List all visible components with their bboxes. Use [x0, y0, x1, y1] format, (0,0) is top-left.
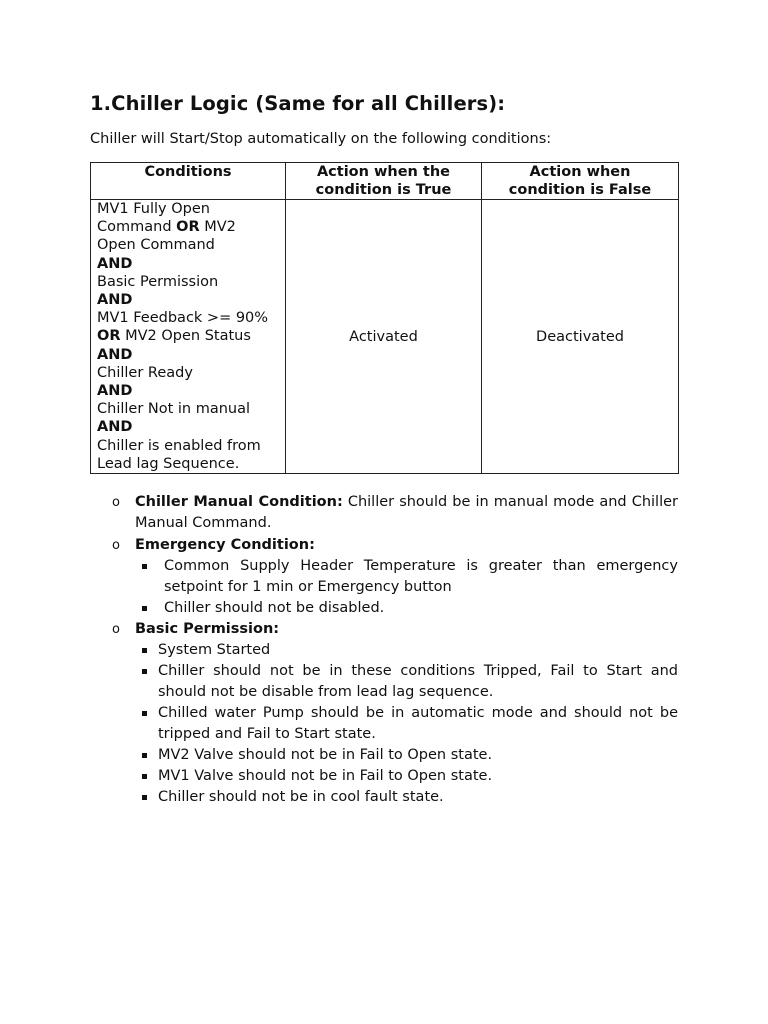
manual-condition-item [90, 492, 678, 535]
condition-text: Lead lag Sequence. [97, 455, 240, 472]
list-item [90, 787, 678, 808]
list-marker: o [112, 495, 120, 510]
condition-line [97, 255, 279, 273]
header-line: condition is True [315, 182, 452, 198]
conditions-list [90, 492, 678, 808]
condition-text: MV2 [199, 219, 236, 236]
header-line: Action when [529, 164, 631, 180]
logic-operator: AND [97, 292, 133, 309]
page-title: 1.Chiller Logic (Same for all Chillers): [90, 92, 506, 115]
condition-line [97, 200, 279, 218]
condition-line [97, 382, 279, 400]
logic-operator: AND [97, 255, 133, 272]
action-true-cell: Activated [286, 200, 482, 474]
table-header-row [91, 163, 679, 200]
emergency-condition-item [90, 535, 678, 556]
table-row [91, 200, 679, 474]
list-item [90, 556, 678, 598]
header-conditions [91, 163, 286, 200]
intro-paragraph: Chiller will Start/Stop automatically on the following conditions: [90, 131, 552, 147]
manual-condition-text: Chiller should be in manual mode and Chiller Manual Command. [135, 494, 678, 532]
basic-permission-item [90, 619, 678, 640]
condition-line [97, 346, 279, 364]
logic-operator: OR [176, 219, 200, 236]
header-line: Action when the [316, 164, 451, 180]
header-line: Conditions [144, 164, 232, 180]
logic-operator: AND [97, 346, 133, 363]
list-item [90, 640, 678, 661]
list-item [90, 745, 678, 766]
action-false-cell: Deactivated [482, 200, 679, 474]
conditions-table [90, 162, 679, 474]
square-bullet-icon [142, 711, 147, 716]
list-item-text: Chiller should not be disabled. [164, 599, 385, 616]
condition-line [97, 327, 279, 345]
condition-text: MV2 Open Status [120, 328, 251, 345]
list-marker: o [112, 621, 120, 637]
condition-line [97, 400, 279, 418]
list-item-text: MV1 Valve should not be in Fail to Open state. [158, 768, 493, 785]
list-item-text: Common Supply Header Temperature is greater than emergency setpoint for 1 min or Emergency button [164, 557, 678, 595]
square-bullet-icon [142, 606, 147, 611]
condition-text: Chiller is enabled from [97, 437, 261, 454]
list-item-text: System Started [158, 642, 271, 659]
condition-line [97, 418, 279, 436]
list-item [90, 703, 678, 745]
condition-line [97, 291, 279, 309]
condition-text: Open Command [97, 237, 215, 254]
condition-line [97, 455, 279, 473]
condition-text: Command [97, 219, 177, 236]
condition-text: MV1 Fully Open [97, 201, 210, 217]
conditions-cell [91, 200, 286, 474]
condition-text: Chiller Not in manual [97, 401, 251, 418]
condition-line [97, 236, 279, 254]
condition-line [97, 364, 279, 382]
condition-line [97, 309, 279, 327]
square-bullet-icon [142, 753, 147, 758]
list-item-text: Chiller should not be in these conditions Tripped, Fail to Start and should not be disable from lead lag sequence. [158, 663, 678, 701]
header-action-true [286, 163, 482, 200]
manual-condition-heading: Chiller Manual Condition: [135, 494, 343, 510]
list-item-text: MV2 Valve should not be in Fail to Open state. [158, 747, 493, 764]
list-item [90, 766, 678, 787]
header-line: condition is False [508, 182, 652, 198]
condition-text: Chiller Ready [97, 364, 193, 381]
logic-operator: OR [97, 328, 121, 345]
list-item-text: Chilled water Pump should be in automatic mode and should not be tripped and Fail to Start state. [158, 705, 678, 743]
square-bullet-icon [142, 564, 147, 569]
square-bullet-icon [142, 795, 147, 800]
condition-text: Basic Permission [97, 273, 219, 290]
condition-line [97, 437, 279, 455]
basic-permission-heading: Basic Permission: [135, 620, 280, 637]
list-marker: o [112, 537, 120, 553]
list-item [90, 661, 678, 703]
square-bullet-icon [142, 648, 147, 653]
square-bullet-icon [142, 669, 147, 674]
logic-operator: AND [97, 419, 133, 436]
header-action-false [482, 163, 679, 200]
condition-line [97, 218, 279, 236]
condition-text: MV1 Feedback >= 90% [97, 310, 269, 327]
logic-operator: AND [97, 383, 133, 400]
square-bullet-icon [142, 774, 147, 779]
emergency-condition-heading: Emergency Condition: [135, 536, 315, 553]
list-item-text: Chiller should not be in cool fault state. [158, 789, 444, 806]
condition-line [97, 273, 279, 291]
list-item [90, 598, 678, 619]
